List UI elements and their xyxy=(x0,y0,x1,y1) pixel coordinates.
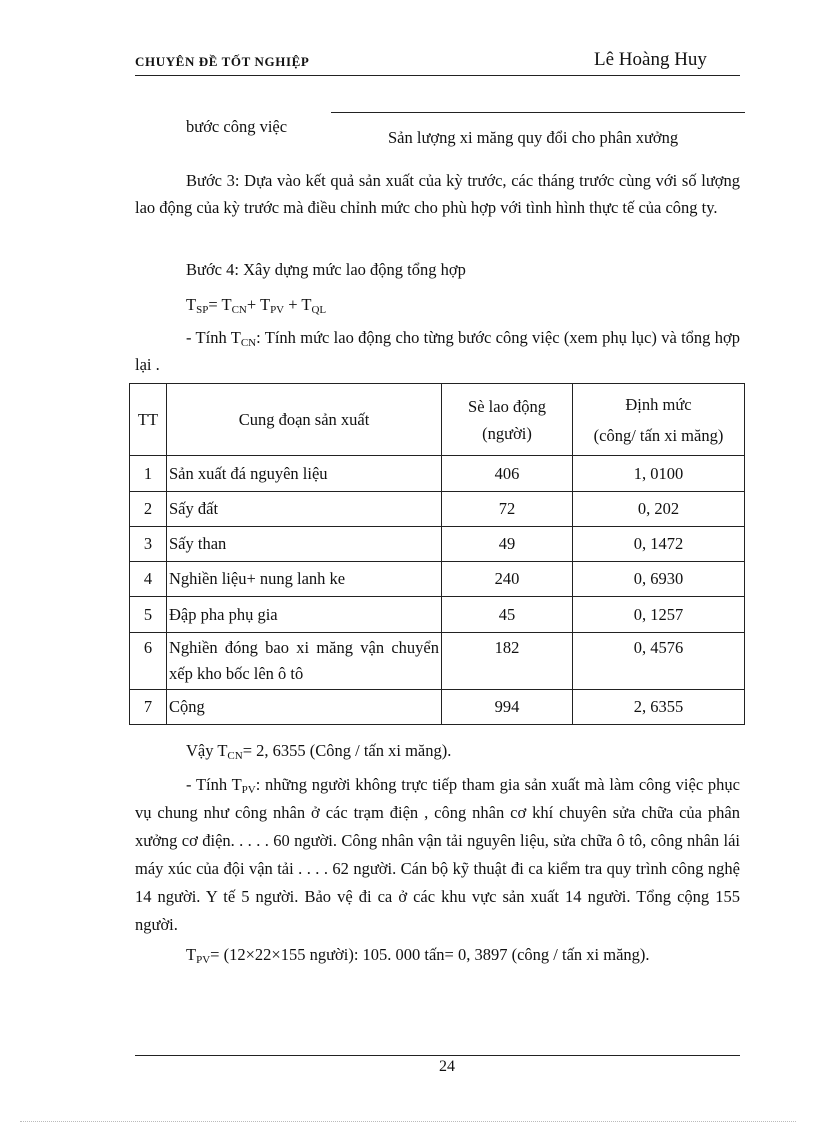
formula-tsp: $T_{SP}= T_{CN}+ T_{PV} + T_{QL}$ xyxy=(186,295,327,316)
fraction-left-text: bước công việc xyxy=(186,117,288,136)
labor-norm-table xyxy=(129,383,745,725)
step-4-paragraph: Bước 4: Xây dựng mức lao động tổng hợp xyxy=(186,260,466,279)
header-stage: Cung đoạn sản xuất xyxy=(167,384,442,456)
row-norm: 2, 6355 xyxy=(573,690,745,725)
tpv-intro-paragraph: - Tính $T_{PV}$: những người không trực tiếp tham gia sản xuất mà làm công việc phục vụ chung như công nhân ở các trạm điện , công nhân cơ khí chuyên sửa chữa của phân xưởng cơ điện. . . . . 60 người. Công nhân vận tải nguyên liệu, sửa chữa ô tô, công nhân lái máy xúc của đội vận tải . . . . 62 người. Cán bộ kỹ thuật đi ca kiểm tra quy trình công nghệ 14 người. Y tế 5 người. Bảo vệ đi ca ở các khu vực sản xuất 14 người. Tổng cộng 155 người. xyxy=(135,775,740,934)
header-workers: Sè lao động (người) xyxy=(442,384,573,456)
table-row xyxy=(130,633,745,690)
table-row xyxy=(130,527,745,562)
row-stage: Nghiền liệu+ nung lanh ke xyxy=(167,562,442,597)
header-tt: TT xyxy=(130,384,167,456)
row-norm: 1, 0100 xyxy=(573,456,745,492)
row-stage: Nghiền đóng bao xi măng vận chuyển xếp kho bốc lên ô tô xyxy=(167,633,442,690)
table-row xyxy=(130,456,745,492)
tcn-intro-paragraph: - Tính $T_{CN}$: Tính mức lao động cho từng bước công việc (xem phụ lục) và tổng hợp lại . xyxy=(135,328,741,374)
row-workers: 182 xyxy=(442,633,573,690)
fraction-bar xyxy=(331,112,745,113)
row-tt: 3 xyxy=(130,527,167,562)
row-norm: 0, 1257 xyxy=(573,597,745,633)
row-stage: Đập pha phụ gia xyxy=(167,597,442,633)
row-tt: 6 xyxy=(130,633,167,690)
header-divider xyxy=(135,75,740,76)
row-workers: 45 xyxy=(442,597,573,633)
row-workers: 406 xyxy=(442,456,573,492)
table-total-row xyxy=(130,690,745,725)
row-stage: Sấy đất xyxy=(167,492,442,527)
row-stage: Cộng xyxy=(167,690,442,725)
page-bottom-edge xyxy=(20,1121,796,1122)
row-tt: 1 xyxy=(130,456,167,492)
row-norm: 0, 4576 xyxy=(573,633,745,690)
row-norm: 0, 6930 xyxy=(573,562,745,597)
row-norm: 0, 202 xyxy=(573,492,745,527)
table-row xyxy=(130,597,745,633)
footer-divider xyxy=(135,1055,740,1056)
row-workers: 72 xyxy=(442,492,573,527)
header-norm: Định mức (công/ tấn xi măng) xyxy=(573,384,745,456)
header-author: Lê Hoàng Huy xyxy=(594,49,707,70)
table-row xyxy=(130,562,745,597)
row-stage: Sấy than xyxy=(167,527,442,562)
row-workers: 240 xyxy=(442,562,573,597)
header-title: CHUYÊN ĐỀ TỐT NGHIỆP xyxy=(135,54,310,69)
row-workers: 49 xyxy=(442,527,573,562)
row-norm: 0, 1472 xyxy=(573,527,745,562)
fraction-denominator: Sản lượng xi măng quy đổi cho phân xưởng xyxy=(388,128,679,147)
page-number: 24 xyxy=(439,1058,455,1075)
row-tt: 7 xyxy=(130,690,167,725)
row-workers: 994 xyxy=(442,690,573,725)
table-header-row xyxy=(130,384,745,456)
step-3-paragraph: Bước 3: Dựa vào kết quả sản xuất của kỳ trước, các tháng trước cùng với số lượng lao động của kỳ trước mà điều chỉnh mức cho phù hợp với tình hình thực tế của công ty. xyxy=(135,171,740,217)
row-stage: Sản xuất đá nguyên liệu xyxy=(167,456,442,492)
row-tt: 2 xyxy=(130,492,167,527)
tcn-result: Vậy $T_{CN}= 2$, 6355 (Công / tấn xi măng). xyxy=(186,741,452,762)
row-tt: 4 xyxy=(130,562,167,597)
tpv-result: $T_{PV}= (12\times 22\times 155$ người): 105. 000 tấn= 0, 3897 (công / tấn xi măng). xyxy=(186,945,650,966)
row-tt: 5 xyxy=(130,597,167,633)
table-row xyxy=(130,492,745,527)
